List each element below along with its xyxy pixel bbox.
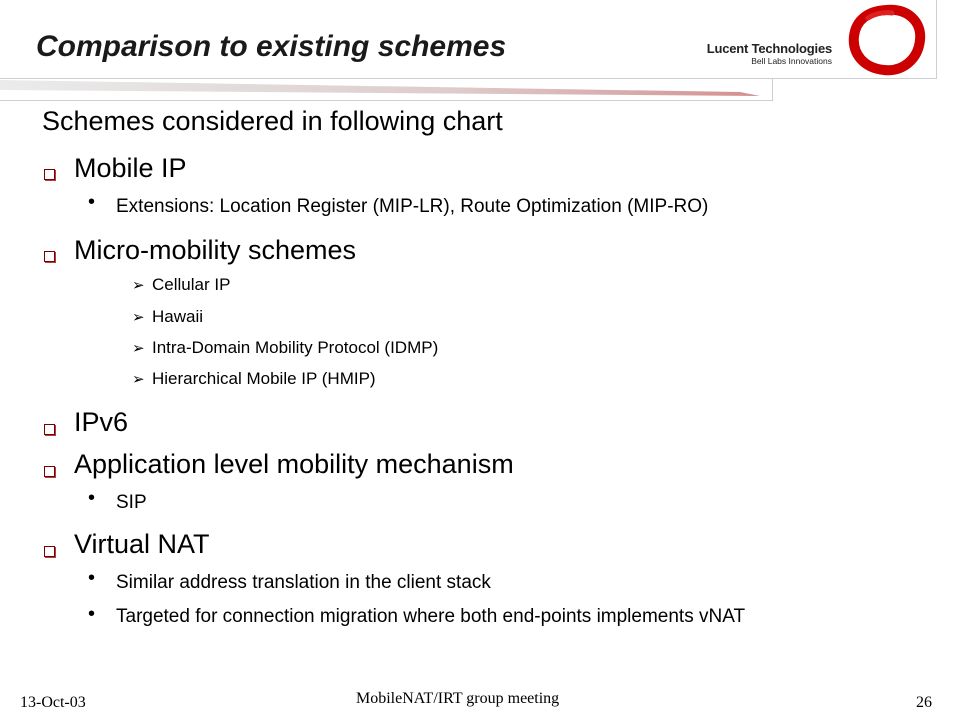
mobile-ip-extensions: Extensions: Location Register (MIP-LR), Route Optimization (MIP-RO): [116, 196, 709, 217]
footer-page-number: 26: [916, 694, 932, 711]
arrow-bullet-icon: ➢: [132, 277, 145, 294]
slide-title: Comparison to existing schemes: [36, 30, 507, 63]
virtual-nat-item: Virtual NAT: [74, 529, 210, 559]
app-level-sip: SIP: [116, 492, 147, 513]
logo-company-name: Lucent Technologies: [706, 41, 832, 56]
footer-date: 13-Oct-03: [20, 694, 86, 711]
arrow-bullet-icon: ➢: [132, 371, 145, 388]
app-level-item: Application level mobility mechanism: [74, 449, 514, 479]
micro-item-idmp: Intra-Domain Mobility Protocol (IDMP): [152, 338, 439, 357]
square-bullet-icon: [44, 251, 55, 262]
dot-bullet-icon: •: [88, 487, 96, 509]
dot-bullet-icon: •: [88, 603, 96, 625]
square-bullet-icon: [44, 466, 55, 477]
micro-item-hawaii: Hawaii: [152, 307, 204, 326]
square-bullet-icon: [44, 169, 55, 180]
footer-meeting: MobileNAT/IRT group meeting: [356, 690, 560, 707]
dot-bullet-icon: •: [88, 191, 96, 213]
ipv6-item: IPv6: [74, 407, 129, 437]
micro-mobility-item: Micro-mobility schemes: [74, 235, 357, 265]
arrow-bullet-icon: ➢: [132, 340, 145, 357]
vnat-sub-migration: Targeted for connection migration where both end-points implements vNAT: [116, 606, 746, 627]
mobile-ip-item: Mobile IP: [74, 153, 187, 183]
micro-item-cellular-ip: Cellular IP: [152, 275, 231, 294]
dot-bullet-icon: •: [88, 567, 96, 589]
micro-item-hmip: Hierarchical Mobile IP (HMIP): [152, 369, 376, 388]
square-bullet-icon: [44, 424, 55, 435]
vnat-sub-translation: Similar address translation in the client stack: [116, 572, 491, 593]
arrow-bullet-icon: ➢: [132, 309, 145, 326]
intro-line: Schemes considered in following chart: [42, 106, 503, 136]
square-bullet-icon: [44, 546, 55, 557]
logo-tagline: Bell Labs Innovations: [751, 56, 832, 66]
